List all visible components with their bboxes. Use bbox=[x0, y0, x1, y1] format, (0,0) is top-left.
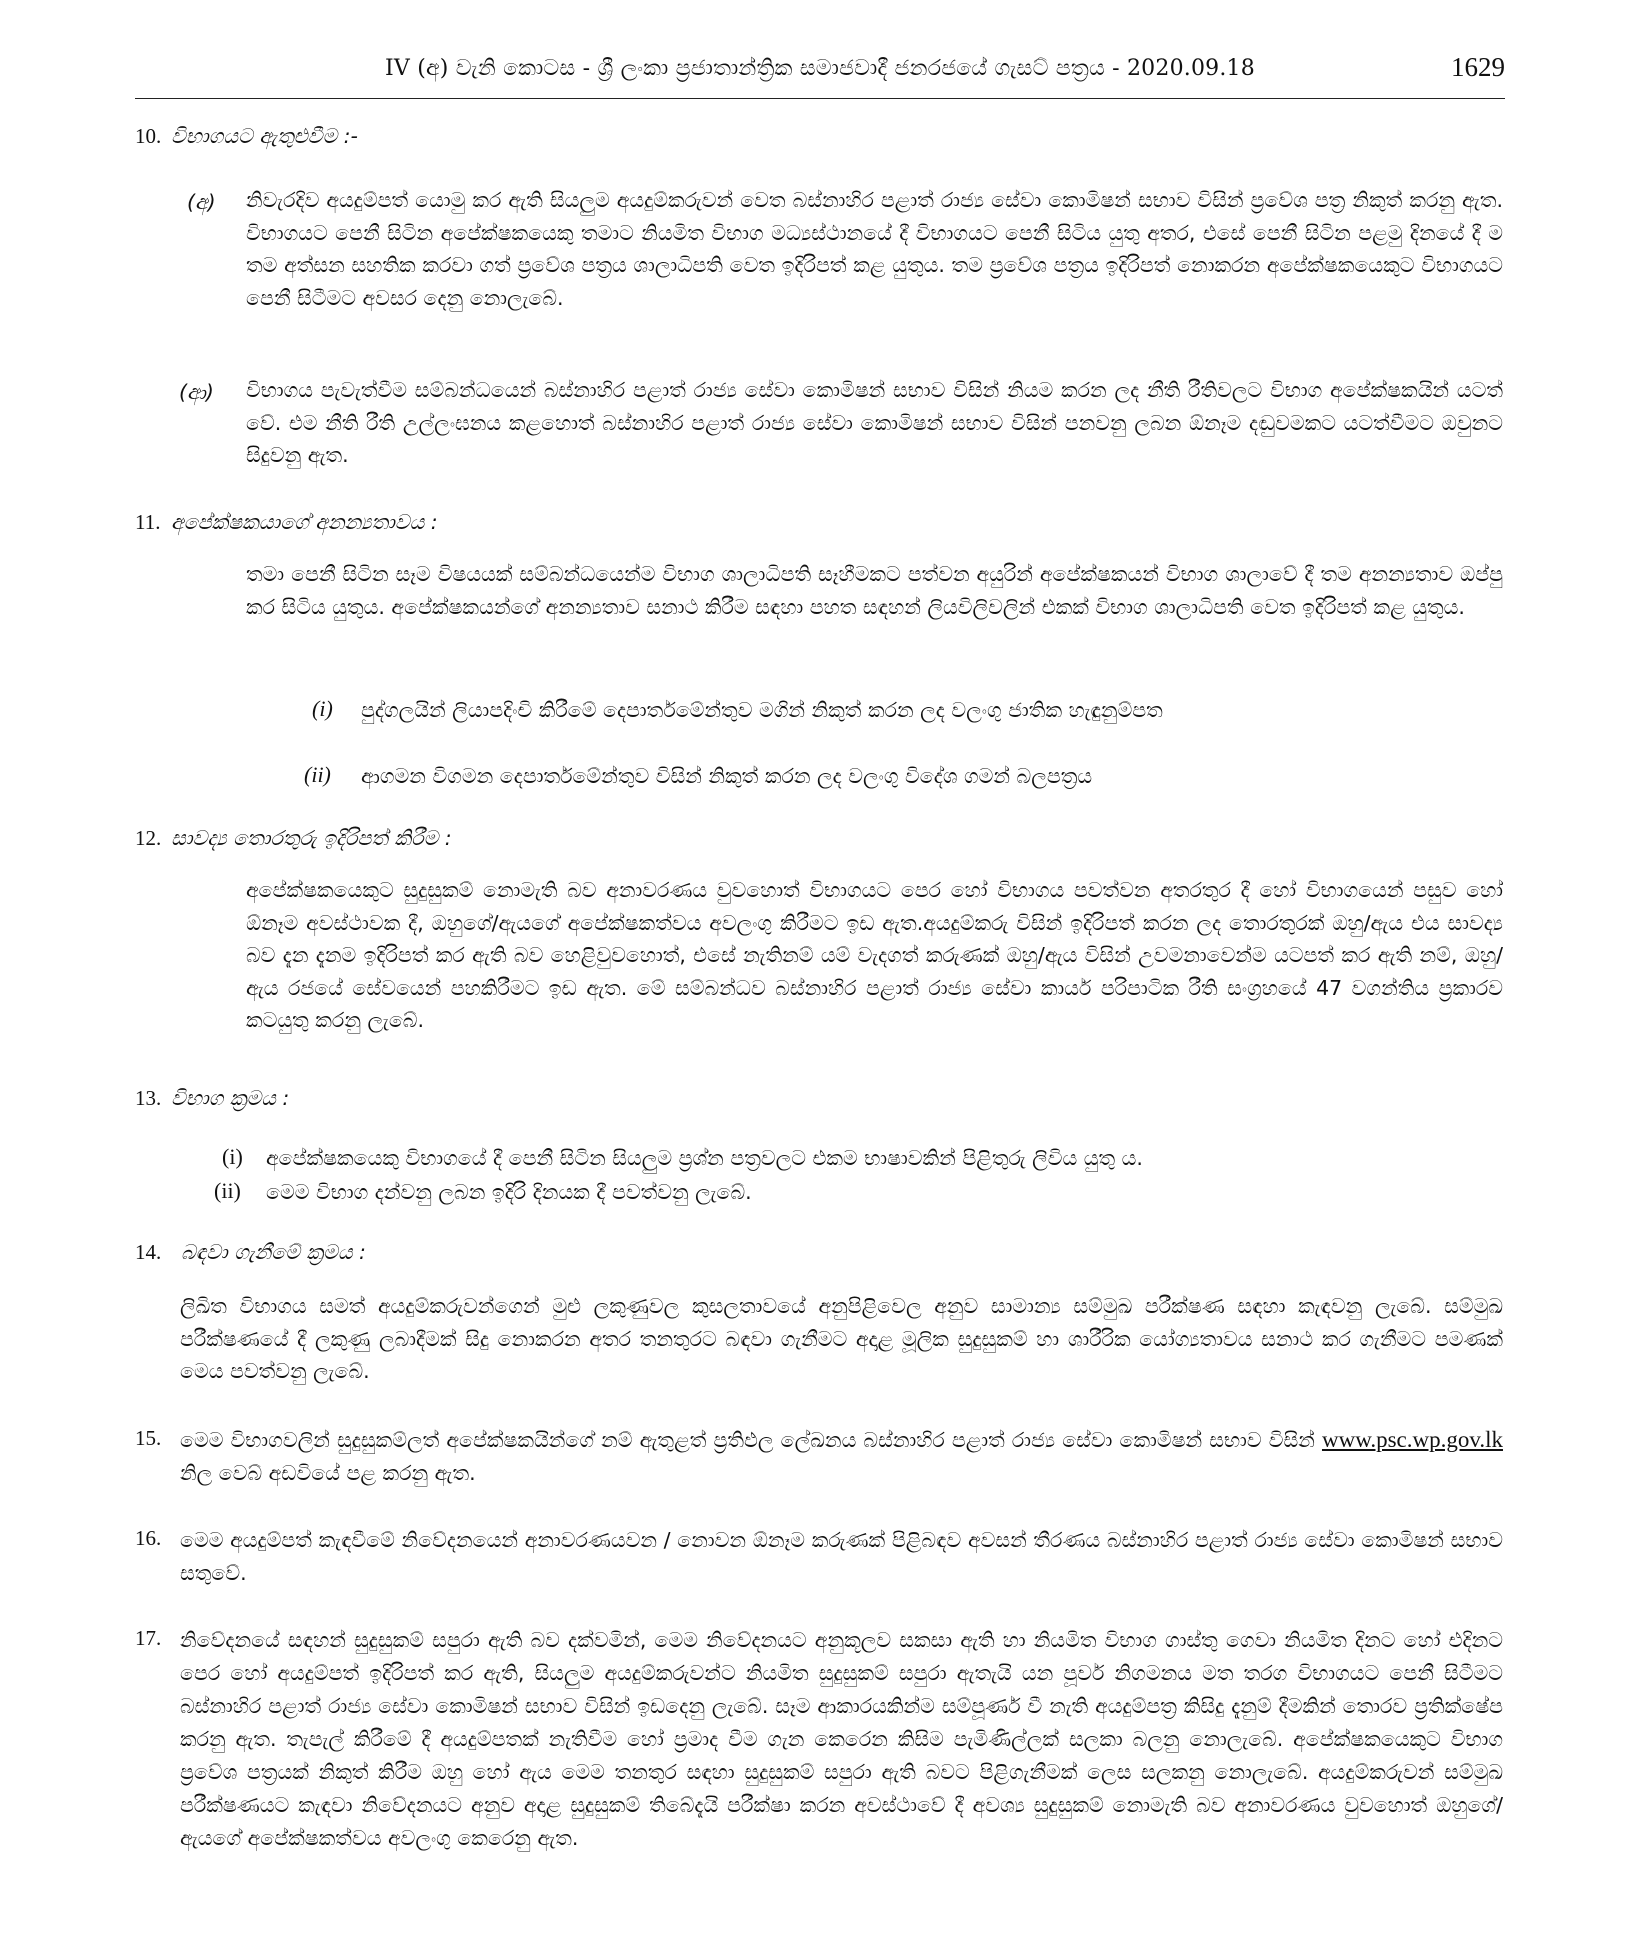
section-11-item-1-text: පුද්ගලයින් ලියාපදිංචි කිරීමේ දෙපාර්තමේන්තුව මගින් නිකුත් කරන ලද වලංගු ජාතික හැඳුනුම්පත bbox=[361, 698, 1163, 722]
header-title: IV (අ) වැනි කොටස - ශ්‍රී ලංකා ප්‍රජාතාන්ත්‍රික සමාජවාදී ජනරජයේ ගැසට් පත්‍රය - 2020.09.18 bbox=[385, 56, 1255, 81]
section-12-number: 12. bbox=[135, 826, 162, 850]
page-header bbox=[135, 52, 1505, 94]
section-14-number: 14. bbox=[135, 1240, 162, 1264]
section-11-item-2-text: ආගමන විගමන දෙපාර්තමේන්තුව විසින් නිකුත් කරන ලද වලංගු විදේශ ගමන් බලපත්‍රය bbox=[361, 764, 1093, 788]
section-14-heading: බඳවා ගැනීමේ ක්‍රමය : bbox=[181, 1240, 366, 1264]
section-10-aa-label: (ආ) bbox=[179, 380, 214, 404]
section-11-item-2-label: (ii) bbox=[304, 762, 331, 787]
section-16-number: 16. bbox=[135, 1526, 162, 1550]
section-15-text-after: නිල වෙබ් අඩවියේ පළ කරනු ඇත. bbox=[180, 1460, 476, 1485]
section-11-text: තමා පෙනී සිටින සෑම විෂයයක් සම්බන්ධයෙන්ම විභාග ශාලාධිපති සෑහීමකට පත්වන අයුරින් අපේක්ෂකයන් විභාග ශාලාවේ දී තම අනන්‍යතාව ඔප්පු කර සිටිය යුතුය. අපේක්ෂකයන්ගේ අනන්‍යතාව සනාථ කිරීම සඳහා පහත සඳහන් ලියවිලිවලින් එකක් විභාග ශාලාධිපති වෙත ඉදිරිපත් කළ යුතුය. bbox=[246, 562, 1503, 619]
section-13-item-2-label: (ii) bbox=[214, 1178, 241, 1203]
section-16-text: මෙම අයදුම්පත් කැඳවීමේ නිවේදනයෙන් අනාවරණයවන / නොවන ඕනෑම කරුණක් පිළිබඳව අවසන් තීරණය බස්නාහිර පළාත් රාජ්‍ය සේවා කොමිෂන් සභාව සතුවේ. bbox=[180, 1528, 1503, 1585]
header-divider bbox=[135, 98, 1505, 99]
section-12-heading: සාවද්‍ය තොරතුරු ඉදිරිපත් කිරීම : bbox=[171, 826, 452, 850]
section-13-number: 13. bbox=[135, 1086, 162, 1110]
section-14-text: ලිඛිත විභාගය සමත් අයදුම්කරුවන්ගෙන් මුළු ලකුණුවල කුසලතාවයේ අනුපිළිවෙල අනුව සාමාන්‍ය සම්මුඛ පරීක්ෂණ සඳහා කැඳවනු ලැබේ. සම්මුඛ පරීක්ෂණයේ දී ලකුණු ලබාදීමක් සිදු නොකරන අතර තනතුරට බඳවා ගැනීමට අදාළ මූලික සුදුසුකම් හා ශාරීරික යෝග්‍යතාවය සනාථ කර ගැනීමට පමණක් මෙය පවත්වනු ලැබේ. bbox=[180, 1294, 1503, 1383]
page-number: 1629 bbox=[1451, 52, 1505, 82]
section-17-text: නිවේදනයේ සඳහන් සුදුසුකම් සපුරා ඇති බව දක්වමින්, මෙම නිවේදනයට අනුකූලව සකසා ඇති හා නියමිත විභාග ගාස්තු ගෙවා නියමිත දිනට හෝ එදිනට පෙර හෝ අයදුම්පත් ඉදිරිපත් කර ඇති, සියලුම අයදුම්කරුවන්ට නියමිත සුදුසුකම් සපුරා ඇතැයි යන පූර්ව නිගමනය මත තරග විභාගයට පෙනී සිටීමට බස්නාහිර පළාත් රාජ්‍ය සේවා කොමිෂන් සභාව විසින් ඉඩදෙනු ලැබේ. සෑම ආකාරයකින්ම සම්පූර්ණ වී නැති අයදුම්පත්‍ර කිසිදු දැනුම් දීමකින් තොරව ප්‍රතික්ෂේප කරනු ඇත. තැපැල් කිරීමේ දී අයදුම්පතක් නැතිවීම හෝ ප්‍රමාද වීම ගැන කෙරෙන කිසිම පැමිණිල්ලක් සලකා බලනු නොලැබේ. අපේක්ෂකයෙකුට විභාග ප්‍රවේශ පත්‍රයක් නිකුත් කිරීම ඔහු හෝ ඇය මෙම තනතුර සඳහා සුදුසුකම් සපුරා ඇති බවට පිළිගැනීමක් ලෙස සලකනු නොලැබේ. අයදුම්කරුවන් සම්මුඛ පරීක්ෂණයට කැඳවා නිවේදනයට අනුව අදාළ සුදුසුකම් තිබේදැයි පරීක්ෂා කරන අවස්ථාවේ දී අවශ්‍ය සුදුසුකම් නොමැති බව අනාවරණය වුවහොත් ඔහුගේ/ඇයගේ අපේක්ෂකත්වය අවලංගු කෙරෙනු ඇත. bbox=[180, 1628, 1503, 1850]
section-11-item-1-label: (i) bbox=[312, 696, 333, 721]
section-15-number: 15. bbox=[135, 1426, 162, 1450]
section-10-number: 10. bbox=[135, 124, 162, 148]
section-11-heading: අපේක්ෂකයාගේ අනන්‍යතාවය : bbox=[171, 510, 438, 534]
section-13-item-2-text: මෙම විභාග දන්වනු ලබන ඉදිරි දිනයක දී පවත්වනු ලැබේ. bbox=[266, 1180, 752, 1204]
section-12-text: අපේක්ෂකයෙකුට සුදුසුකම් නොමැති බව අනාවරණය වුවහොත් විභාගයට පෙර හෝ විභාගය පවත්වන අතරතුර දී හෝ විභාගයෙන් පසුව හෝ ඕනෑම අවස්ථාවක දී, ඔහුගේ/ඇයගේ අපේක්ෂකත්වය අවලංගු කිරීමට ඉඩ ඇත.අයදුම්කරු විසින් ඉදිරිපත් කරන ලද තොරතුරක් ඔහු/ඇය එය සාවද්‍ය බව දැන දැනම ඉදිරිපත් කර ඇති බව හෙළිවුවහොත්, එසේ නැතිනම් යම් වැදගත් කරුණක් ඔහු/ඇය විසින් උවමනාවෙන්ම යටපත් කර ඇති නම්, ඔහු/ඇය රජයේ සේවයෙන් පහකිරීමට ඉඩ ඇත. මේ සම්බන්ධව බස්නාහිර පළාත් රාජ්‍ය සේවා කාර්ය පරිපාටික රීති සංග්‍රහයේ 47 වගන්තිය ප්‍රකාරව කටයුතු කරනු ලැබේ. bbox=[246, 878, 1503, 1032]
section-10-heading: විභාගයට ඇතුළුවීම :- bbox=[171, 124, 358, 148]
section-10-a-text: නිවැරදිව අයදුම්පත් යොමු කර ඇති සියලුම අයදුම්කරුවන් වෙත බස්නාහිර පළාත් රාජ්‍ය සේවා කොමිෂන් සභාව විසින් ප්‍රවේශ පත්‍ර නිකුත් කරනු ඇත. විභාගයට පෙනී සිටින අපේක්ෂකයෙකු තමාට නියමිත විභාග මධ්‍යස්ථානයේ දී විභාගයට පෙනී සිටිය යුතු අතර, එසේ පෙනී සිටින පළමු දිනයේ දී ම තම අත්සන සහතික කරවා ගත් ප්‍රවේශ පත්‍රය ශාලාධිපති වෙත ඉදිරිපත් කළ යුතුය. තම ප්‍රවේශ පත්‍රය ඉදිරිපත් නොකරන අපේක්ෂකයෙකුට විභාගයට පෙනී සිටීමට අවසර දෙනු නොලැබේ. bbox=[246, 188, 1503, 310]
section-15-text-before: මෙම විභාගවලින් සුදුසුකම්ලත් අපේක්ෂකයින්ගේ නම් ඇතුළත් ප්‍රතිඵල ලේඛනය බස්නාහිර පළාත් රාජ්‍ය සේවා කොමිෂන් සභාව විසින් bbox=[180, 1428, 1322, 1452]
section-13-item-1-label: (i) bbox=[222, 1144, 243, 1169]
results-website-link[interactable]: www.psc.wp.gov.lk bbox=[1321, 1427, 1503, 1452]
section-15-text bbox=[180, 1424, 1503, 1489]
section-11-number: 11. bbox=[135, 510, 161, 534]
section-13-item-1-text: අපේක්ෂකයෙකු විභාගයේ දී පෙනී සිටින සියලුම ප්‍රශ්න පත්‍රවලට එකම භාෂාවකින් පිළිතුරු ලිවිය යුතු ය. bbox=[266, 1146, 1143, 1170]
section-10-aa-text: විභාගය පැවැත්වීම සම්බන්ධයෙන් බස්නාහිර පළාත් රාජ්‍ය සේවා කොමිෂන් සභාව විසින් නියම කරන ලද නීති රීතිවලට විභාග අපේක්ෂකයින් යටත් වේ. එම නීති රීති උල්ලංඝනය කළහොත් බස්නාහිර පළාත් රාජ්‍ය සේවා කොමිෂන් සභාව විසින් පනවනු ලබන ඕනෑම දඬුවමකට යටත්වීමට ඔවුනට සිදුවනු ඇත. bbox=[246, 378, 1503, 467]
section-10-a-label: (අ) bbox=[187, 190, 216, 214]
section-17-number: 17. bbox=[135, 1626, 162, 1650]
section-13-heading: විභාග ක්‍රමය : bbox=[171, 1086, 290, 1110]
